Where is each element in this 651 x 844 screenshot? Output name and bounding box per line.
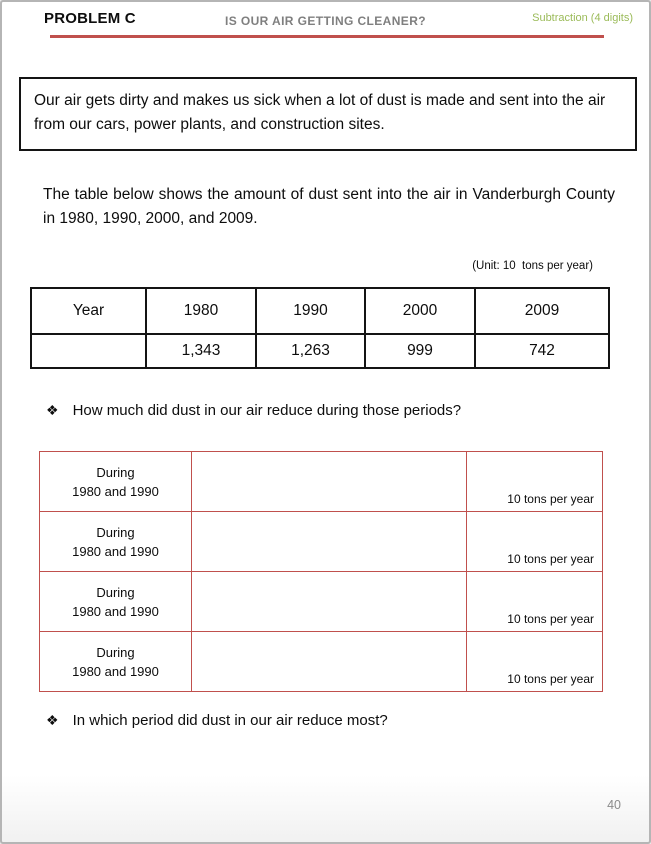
period-label	[40, 572, 192, 632]
period-line2: 1980 and 1990	[72, 483, 159, 499]
answer-table	[39, 451, 603, 692]
answer-row	[40, 452, 603, 512]
unit-label: 10 tons per year	[467, 512, 603, 572]
answer-blank-cell	[192, 632, 467, 692]
question-1-text: How much did dust in our air reduce during those periods?	[72, 402, 462, 419]
table-row	[31, 288, 609, 334]
period-line2: 1980 and 1990	[72, 663, 159, 679]
intro-box	[19, 77, 637, 151]
year-cell: 2009	[475, 288, 609, 334]
year-cell: 2000	[365, 288, 475, 334]
intro-text: Our air gets dirty and makes us sick when a lot of dust is made and sent into the air from our cars, power plants, and construction sites.	[34, 92, 606, 133]
period-line1: During	[96, 524, 135, 540]
dust-data-table	[30, 287, 610, 369]
answer-blank-cell	[192, 512, 467, 572]
page-number: 40	[607, 798, 621, 812]
period-line1: During	[96, 644, 135, 660]
unit-label: 10 tons per year	[467, 452, 603, 512]
year-cell: 1980	[146, 288, 256, 334]
diamond-bullet-icon: ❖	[46, 712, 59, 728]
value-cell: 1,343	[146, 334, 256, 368]
answer-row	[40, 572, 603, 632]
answer-blank-cell	[192, 452, 467, 512]
answer-row	[40, 632, 603, 692]
period-label	[40, 512, 192, 572]
question-2-text: In which period did dust in our air reduce most?	[72, 712, 388, 729]
period-line2: 1980 and 1990	[72, 543, 159, 559]
value-cell: 999	[365, 334, 475, 368]
description-paragraph: The table below shows the amount of dust sent into the air in Vanderburgh County in 1980, 1990, 2000, and 2009.	[43, 186, 615, 227]
value-cell: 1,263	[256, 334, 365, 368]
year-row-label: Year	[31, 288, 146, 334]
page-title: IS OUR AIR GETTING CLEANER?	[224, 14, 427, 28]
empty-label-cell	[31, 334, 146, 368]
period-line2: 1980 and 1990	[72, 603, 159, 619]
period-line1: During	[96, 464, 135, 480]
period-label	[40, 632, 192, 692]
period-label	[40, 452, 192, 512]
year-cell: 1990	[256, 288, 365, 334]
period-line1: During	[96, 584, 135, 600]
unit-note: (Unit: 10 tons per year)	[472, 260, 593, 272]
answer-row	[40, 512, 603, 572]
question-1	[46, 402, 461, 419]
value-cell: 742	[475, 334, 609, 368]
header-rule	[50, 35, 604, 38]
unit-label: 10 tons per year	[467, 572, 603, 632]
question-2	[46, 712, 388, 729]
problem-label: PROBLEM C	[44, 10, 136, 27]
unit-label: 10 tons per year	[467, 632, 603, 692]
diamond-bullet-icon: ❖	[46, 402, 59, 418]
answer-blank-cell	[192, 572, 467, 632]
topic-badge: Subtraction (4 digits)	[532, 12, 633, 24]
table-row	[31, 334, 609, 368]
